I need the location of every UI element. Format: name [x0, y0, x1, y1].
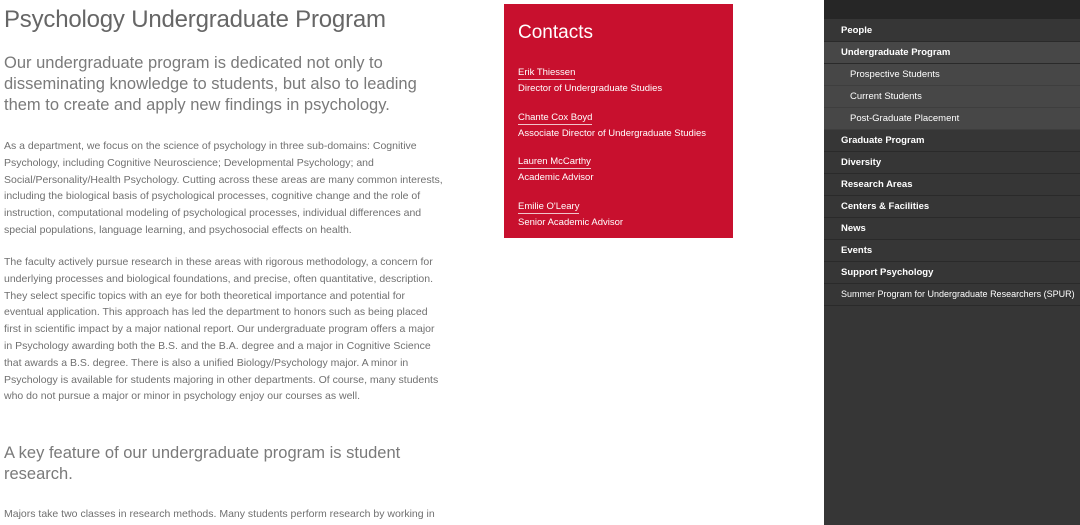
sidebar-item-people[interactable]: People	[824, 20, 1080, 42]
sidebar-nav	[824, 0, 1080, 525]
contact-role: Senior Academic Advisor	[518, 217, 624, 228]
sidebar-item-research-areas[interactable]: Research Areas	[824, 174, 1080, 196]
contact-name-link[interactable]: Lauren McCarthy	[518, 156, 591, 167]
contact-entry	[518, 62, 662, 94]
lead-paragraph: Our undergraduate program is dedicated not only to disseminating knowledge to students, but also to leading them to create and apply new findings in psychology.	[4, 54, 417, 114]
body-paragraph-3: Majors take two classes in research methods. Many students perform research by working in	[4, 508, 435, 520]
page-title: Psychology Undergraduate Program	[4, 6, 386, 33]
sidebar-item-events[interactable]: Events	[824, 240, 1080, 262]
sidebar-menu	[824, 20, 1080, 306]
sidebar-item-current-students[interactable]: Current Students	[824, 86, 1080, 108]
sidebar-item-prospective-students[interactable]: Prospective Students	[824, 64, 1080, 86]
sidebar-item-post-graduate-placement[interactable]: Post-Graduate Placement	[824, 108, 1080, 130]
contact-entry	[518, 107, 706, 139]
contact-role: Associate Director of Undergraduate Studies	[518, 128, 706, 139]
sidebar-item-centers-facilities[interactable]: Centers & Facilities	[824, 196, 1080, 218]
sidebar-item-graduate-program[interactable]: Graduate Program	[824, 130, 1080, 152]
contact-name-link[interactable]: Emilie O'Leary	[518, 201, 580, 212]
contact-role: Director of Undergraduate Studies	[518, 83, 663, 94]
section-heading: A key feature of our undergraduate program is student research.	[4, 444, 401, 483]
sidebar-top-bar	[824, 0, 1080, 19]
contacts-title: Contacts	[518, 22, 593, 43]
sidebar-item-spur[interactable]: Summer Program for Undergraduate Researchers (SPUR)	[824, 284, 1080, 306]
body-paragraph-1: As a department, we focus on the science of psychology in three sub-domains: Cognitive Psychology, including Cognitive Neuroscience; Developmental Psychology; and Social/Personality/Health Psychology. Cutting across these areas are many common interests, including the biological basis of psychological processes, cognitive change and the role of instruction, computational modeling of psychological processes, individual differences and special populations, language learning, and psychosocial effects on health.	[4, 140, 443, 236]
contact-role: Academic Advisor	[518, 172, 594, 183]
contact-entry	[518, 196, 623, 228]
contacts-box	[504, 4, 733, 238]
sidebar-item-support-psychology[interactable]: Support Psychology	[824, 262, 1080, 284]
contact-entry	[518, 151, 594, 183]
body-paragraph-2: The faculty actively pursue research in these areas with rigorous methodology, a concern for underlying processes and biological foundations, and precise, often quantitative, description. They select specific topics with an eye for both theoretical importance and potential for eventual application. This approach has led the department to honors such as being placed first in scientific impact by a major national report. Our undergraduate program offers a major in Psychology awarding both the B.S. and the B.A. degree and a major in Cognitive Science that awards a B.S. degree. There is also a unified Biology/Psychology major. A minor in Psychology is available for students majoring in other departments. Of course, many students who do not pursue a major or minor in psychology enjoy our courses as well.	[4, 256, 439, 403]
sidebar-item-diversity[interactable]: Diversity	[824, 152, 1080, 174]
contact-name-link[interactable]: Chante Cox Boyd	[518, 112, 593, 123]
sidebar-item-undergraduate-program[interactable]: Undergraduate Program	[824, 42, 1080, 64]
contact-name-link[interactable]: Erik Thiessen	[518, 67, 576, 78]
sidebar-item-news[interactable]: News	[824, 218, 1080, 240]
